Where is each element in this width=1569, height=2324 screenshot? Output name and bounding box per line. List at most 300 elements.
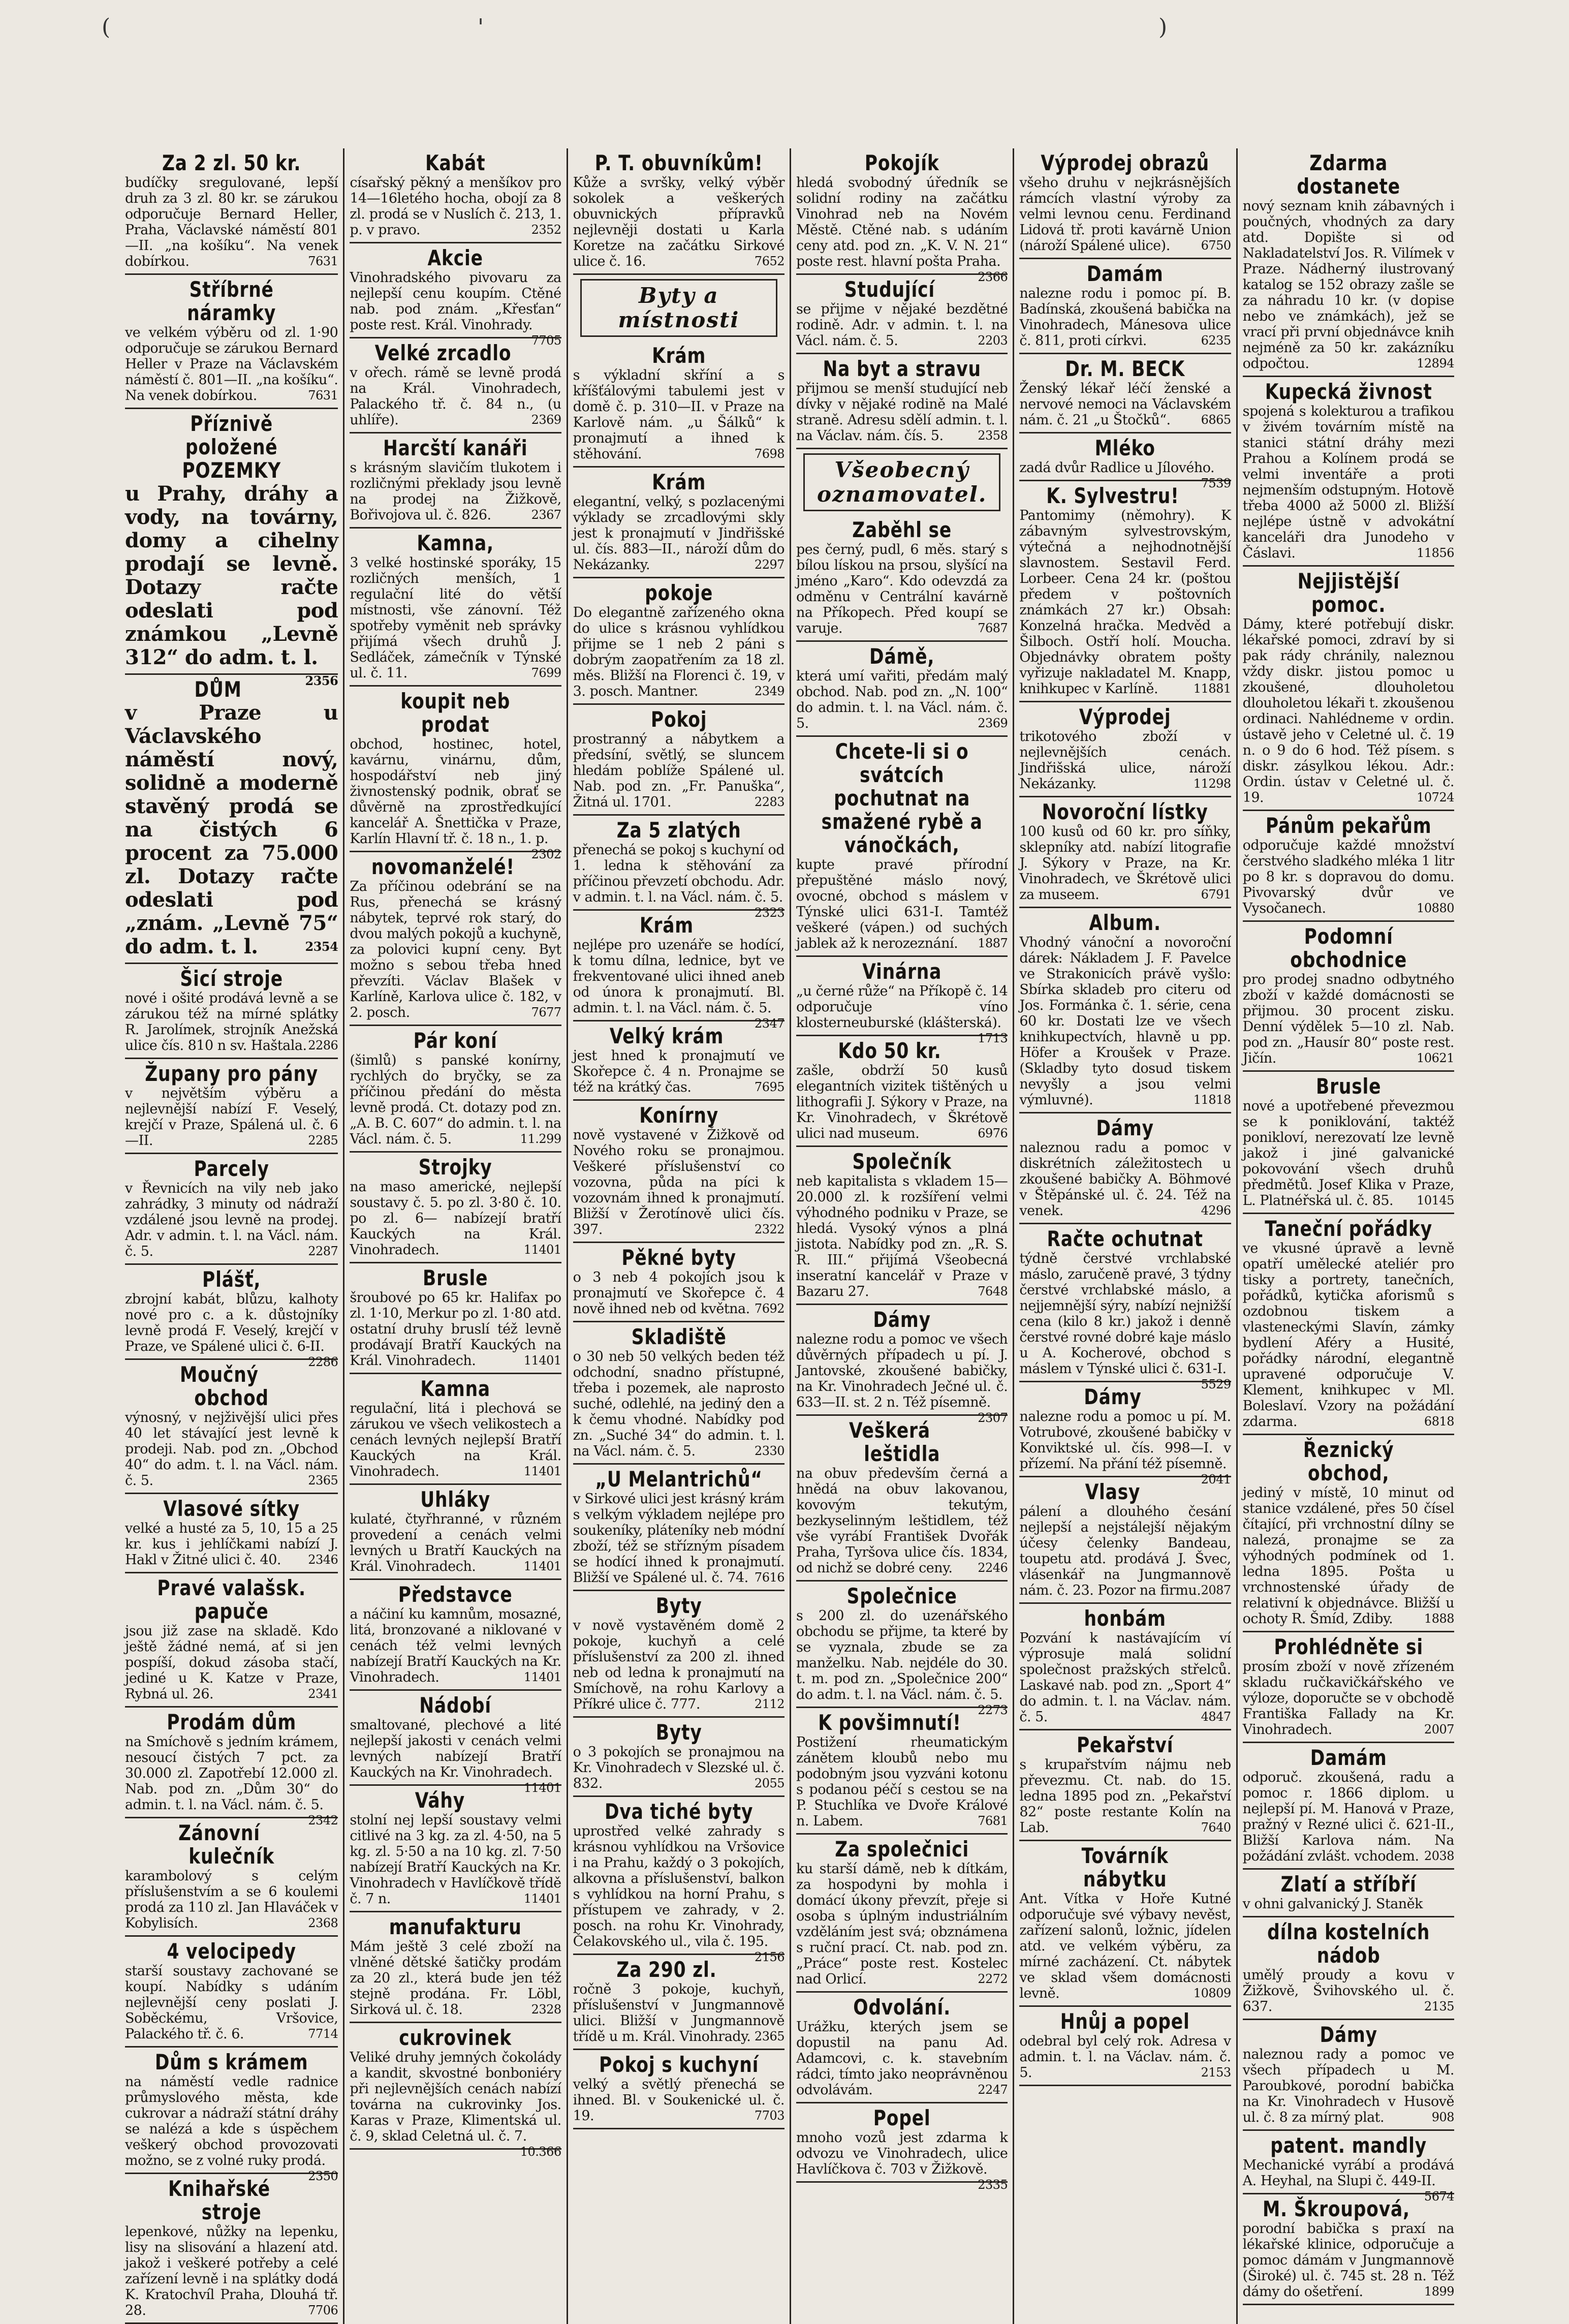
ad-number: 7631 xyxy=(308,254,338,268)
ad-text: porodní babička s praxí na lékařské klinice, odporučuje a pomoc dámám v Jungmannově (Široké) ul. č. 745 st. 28 n. Též dámy do ošetření. xyxy=(1242,2221,1454,2300)
ad-title: Brusle xyxy=(423,1265,488,1290)
ad-body xyxy=(1243,972,1454,1066)
classified-ad xyxy=(1243,377,1454,567)
ad-title: pokoje xyxy=(644,580,713,605)
ad-text: lepenkové, nůžky na lepenku, lisy na slisování a hlazení atd. jakož i veškeré potřeby a celé zařízení levně i na splátky dodá K. Kratochvíl Praha, Dlouhá tř. 28. xyxy=(125,2224,338,2318)
page-mark-right: ) xyxy=(1158,14,1168,40)
ad-text: neb kapitalista s vkladem 15—20.000 zl. k rozšíření velmi výhodného podniku v Praze, se hledá. Vysoký výnos a plná jistota. Nabídky pod zn. „R. S. R. III.“ přijímá Všeobecná inseratní kancelář v Praze v Bazaru 27. xyxy=(796,1173,1008,1299)
ad-text: v ořech. rámě se levně prodá na Král. Vinohradech, Palackého tř. č. 84 n., (u uhlíře). xyxy=(350,365,561,428)
ad-number: 2156 xyxy=(754,1950,784,1964)
ad-number: 2350 xyxy=(308,2169,338,2183)
classified-ad xyxy=(125,1265,338,1369)
classified-ad xyxy=(573,2050,784,2129)
ad-number: 2365 xyxy=(308,1473,338,1488)
ad-number: 1887 xyxy=(978,936,1008,950)
ad-body xyxy=(1019,824,1231,903)
ad-number: 10621 xyxy=(1417,1051,1454,1065)
ad-number: 2354 xyxy=(305,939,338,954)
ad-number: 6818 xyxy=(1424,1414,1454,1429)
ad-text: zadá dvůr Radlice u Jílového. xyxy=(1019,460,1215,476)
ad-body xyxy=(350,1401,561,1479)
classified-ad xyxy=(796,1993,1008,2103)
ad-title: Vinárna xyxy=(862,959,942,984)
ad-body xyxy=(125,1623,338,1702)
ad-title: Kamna, xyxy=(417,531,494,555)
section-heading: Byty a místnosti xyxy=(580,279,777,337)
ad-text: výnosný, v nejživější ulici přes 40 let stávající jest levně k prodeji. Nab. pod zn. „Obchod 40“ do adm. t. l. na Václ. nám. č. 5. xyxy=(125,1410,338,1489)
ad-text: velký a světlý přenechá se ihned. Bl. v Soukenické ul. č. 19. xyxy=(573,2077,784,2124)
ad-body xyxy=(796,1861,1008,1987)
ad-number: 2041 xyxy=(1201,1472,1231,1486)
ad-number: 12894 xyxy=(1417,356,1454,370)
ad-text: nové a upotřebené převezmou se k poniklování, taktéž ponikloví, nerezovatí lze levně jakož i jiné galvanické pokovování všech druhů předmětů. Josef Klika v Praze, L. Platnéřská ul. č. 85. xyxy=(1242,1098,1454,1209)
classified-ad xyxy=(1019,1224,1231,1391)
ad-number: 7652 xyxy=(754,254,784,268)
ad-title: Dámy xyxy=(1320,2022,1377,2047)
classified-ad xyxy=(350,1263,561,1374)
ad-title: Pokojík xyxy=(864,150,939,175)
ad-title: Studující xyxy=(844,277,935,302)
classified-ad xyxy=(796,642,1008,737)
ad-body xyxy=(350,555,561,681)
ad-title: Za 290 zl. xyxy=(616,1957,717,1982)
classified-ad xyxy=(350,338,561,433)
classified-ad xyxy=(1243,1632,1454,1743)
ad-body xyxy=(573,1744,784,1791)
ad-body xyxy=(1243,2221,1454,2300)
classified-ad xyxy=(573,1243,784,1322)
ad-number: 2153 xyxy=(1201,2065,1231,2080)
classified-ad xyxy=(125,1360,338,1494)
ad-text: která umí vařiti, předám malý obchod. Nab. pod zn. „N. 100“ do admin. t. l. na Václ. nám. č. 5. xyxy=(796,668,1008,731)
classified-ad xyxy=(1019,1841,1231,2007)
ad-text: nalezne rodu a pomoc ve všech důvěrných případech u pí. J. Jantovské, zkoušené babičky, na Kr. Vinohradech Ječné ul. č. 633—II. st. 2 n. Též písemně. xyxy=(796,1331,1008,1410)
ad-number: 2307 xyxy=(978,1411,1008,1425)
ad-text: karambolový s celým příslušenstvím a se 6 koulemi prodá za 110 zl. Jan Hlaváček v Kobylisích. xyxy=(125,1868,338,1931)
ad-text: s krupařstvím nájmu neb převezmu. Ct. nab. do 15. ledna 1895 pod zn. „Pekařství 82“ poste restante Kolín na Lab. xyxy=(1019,1757,1231,1836)
ad-text: 3 velké hostinské sporáky, 15 rozličných menších, 1 regulační lité do větší místnosti, vše zánovní. Též spotřeby vyměnit neb správky přijímá všech druhů J. Sedláček, zámečník v Týnské ul. č. 11. xyxy=(350,555,561,681)
classified-ad xyxy=(1243,567,1454,811)
ad-text: o 3 pokojích se pronajmou na Kr. Vinohradech v Slezské ul. č. 832. xyxy=(573,1744,784,1791)
ad-body xyxy=(573,175,784,269)
ad-title: Račte ochutnat xyxy=(1047,1226,1204,1251)
ad-number: 6235 xyxy=(1201,333,1231,348)
column-5 xyxy=(1013,148,1236,2324)
ad-body xyxy=(125,2224,338,2318)
classified-ad xyxy=(125,1494,338,1573)
ad-number: 5529 xyxy=(1201,1377,1231,1391)
ad-title: patent. mandly xyxy=(1270,2133,1427,2158)
classified-ad xyxy=(125,2048,338,2183)
ad-title: K povšimnutí! xyxy=(818,1710,961,1735)
classified-ad xyxy=(125,675,338,964)
ad-body xyxy=(796,1331,1008,1425)
ad-number: 11401 xyxy=(523,1559,561,1573)
classified-ad xyxy=(796,1416,1008,1582)
ad-title: Dva tiché byty xyxy=(604,1799,753,1824)
ad-body xyxy=(125,1734,338,1827)
page-mark-left: ( xyxy=(102,14,111,40)
ad-number: 10809 xyxy=(1193,1986,1231,2000)
ad-number: 7692 xyxy=(754,1302,784,1316)
ad-body xyxy=(573,2077,784,2124)
classified-ad xyxy=(1019,433,1231,490)
ad-text: na Smíchově s jedním krámem, nesoucí čistých 7 pct. za 30.000 zl. Zapotřebí 12.000 zl. Nab. pod zn. „Dům 30“ do admin. t. l. na Václ. nám. č. 5. xyxy=(125,1734,338,1813)
ad-body xyxy=(125,1086,338,1149)
ad-number: 2038 xyxy=(1424,1849,1454,1863)
classified-ad xyxy=(1243,1072,1454,1214)
ad-title: Damám xyxy=(1087,261,1164,286)
ad-title: Prodám dům xyxy=(167,1710,297,1734)
classified-ad xyxy=(350,148,561,243)
classified-ad xyxy=(1019,1382,1231,1486)
ad-text: hledá svobodný úředník se solidní rodiny na začátku Vinohrad neb na Novém Městě. Ctěné nab. s udáním ceny atd. pod zn. „K. V. N. 21“ poste rest. hlavní pošta Praha. xyxy=(796,175,1008,269)
ad-body xyxy=(1243,1241,1454,1430)
ad-body xyxy=(1243,1896,1454,1912)
classified-ad xyxy=(350,243,561,348)
ad-body xyxy=(796,1466,1008,1576)
ad-body xyxy=(350,1290,561,1369)
ad-number: 2272 xyxy=(978,1972,1008,1986)
ad-text: spojená s kolekturou a trafikou v živém továrním místě na stanici státní dráhy mezi Prahou a Kolínem prodá se velmi inventáře a proti nejmenším odstupným. Hotově třeba 4000 až 5000 zl. Bližší nejlépe ústně v advokátní kanceláři dra Junodeho v Čáslavi. xyxy=(1242,404,1454,561)
ad-title: „U Melantrichů“ xyxy=(595,1467,763,1492)
ad-number: 7677 xyxy=(531,1005,561,1019)
classified-ad xyxy=(1243,1214,1454,1435)
ad-title: Župany pro pány xyxy=(145,1061,319,1086)
classified-ad xyxy=(350,1912,561,2023)
ad-text: všeho druhu v nejkrásnějších rámcích vlastní výroby za velmi levnou cenu. Ferdinand Lidová tř. proti kavárně Union (nároží Spálené ulice). xyxy=(1019,175,1231,254)
ad-text: nově vystavené v Žižkově od Nového roku se pronajmou. Veškeré příslušenství co vozovna, půda na píci k vozovnám ihned k pronajmutí. Bližší v Žerotínově ulici čís. 397. xyxy=(573,1127,784,1237)
ad-number: 11401 xyxy=(523,1353,561,1368)
ad-body xyxy=(1243,1659,1454,1738)
ad-number: 2369 xyxy=(978,716,1008,730)
ad-number: 2297 xyxy=(754,557,784,572)
ad-text: v Praze u Václavského náměstí nový, solidně a moderně stavěný prodá se na čistých 6 procent za 75.000 zl. Dotazy račte odeslati pod „znám. „Levně 75“ do adm. t. l. xyxy=(125,701,338,958)
ad-text: uprostřed velké zahrady s krásnou vyhlídkou na Vršovice i na Prahu, každý o 3 pokojích, alkovna a příslušenství, balkon s vyhlídkou na horní Prahu, s přístupem ve zahrady, v 2. posch. na rohu Kr. Vinohrady, Čelakovského ul., vila č. 195. xyxy=(573,1823,784,1949)
classified-ad xyxy=(796,1305,1008,1425)
ad-body xyxy=(350,1812,561,1907)
ad-number: 11401 xyxy=(523,1781,561,1795)
ad-number: 2365 xyxy=(754,2029,784,2043)
ad-text: obchod, hostinec, hotel, kavárnu, vinárnu, dům, hospodářství neb jiný živnostenský podnik, obrať se důvěrně na zprostředkující kancelář A. Šnettička v Praze, Karlín Hlavní tř. č. 18 n., 1. p. xyxy=(350,736,561,847)
classified-ad xyxy=(350,1580,561,1691)
ad-body xyxy=(1019,1504,1231,1598)
ad-title: Vlasové sítky xyxy=(163,1496,300,1521)
ad-text: (šimlů) s panské konírny, rychlých do bryčky, se za příčinou předání do města levně prodá. Ct. dotazy pod zn. „A. B. C. 607“ do admin. t. l. na Václ. nám. č. 5. xyxy=(350,1052,561,1147)
classified-ad xyxy=(573,1021,784,1101)
ad-number: 2367 xyxy=(531,508,561,522)
column-6 xyxy=(1236,148,1459,2324)
ad-text: Veliké druhy jemných čokolády a kandit, skvostné bonboniéry při nejlevnějších cenách nabízí továrna na cukrovinky Jos. Karas v Praze, Klimentská ul. č. 9, sklad Celetná ul. č. 7. xyxy=(350,2050,561,2144)
classified-ad xyxy=(1019,1477,1231,1604)
ad-body xyxy=(1019,286,1231,349)
ad-text: císařský pěkný a menšíkov pro 14—16letého hocha, obojí za 8 zl. prodá se v Nuslích č. 213, 1. p. v pravo. xyxy=(350,175,561,238)
classified-ad xyxy=(125,964,338,1059)
ad-number: 2087 xyxy=(1201,1583,1231,1597)
ad-number: 2347 xyxy=(754,1016,784,1031)
classified-ad xyxy=(1019,702,1231,797)
ad-text: Pantomimy (němohry). K zábavným sylvestrovským, výtečná a nejhodnotnější slavnostem. Sestavil Ferd. Lorbeer. Cena 24 kr. (poštou předem v poštovních známkách 27 kr.) Obsah: Konzelná hračka. Medvěd a Šilboch. Ostří holí. Moucha. Objednávky obratem pošty vyřizuje nakladatel M. Knapp, knihkupec v Karlíně. xyxy=(1019,508,1231,697)
ad-body xyxy=(1019,2033,1231,2081)
ad-number: 11401 xyxy=(523,1892,561,1906)
ad-number: 2273 xyxy=(978,1703,1008,1717)
ad-number: 2285 xyxy=(308,1133,338,1148)
ad-body xyxy=(350,879,561,1020)
ad-title: Harcští kanáři xyxy=(383,436,528,460)
ad-title: Řeznický obchod, xyxy=(1303,1437,1394,1485)
ad-number: 2302 xyxy=(531,847,561,861)
ad-body xyxy=(573,1823,784,1964)
ad-title: 4 velocipedy xyxy=(167,1939,296,1964)
ad-title: Knihařské stroje xyxy=(168,2176,270,2224)
ad-body xyxy=(573,1349,784,1459)
ad-text: s 200 zl. do uzenářského obchodu se přijme, ta které by se vyznala, zbude se za manželku. Nab. nejdéle do 30. t. m. pod zn. „Společnice 200“ do adm. t. l. na Václ. nám. č. 5. xyxy=(796,1608,1008,1702)
ad-text: ve vkusné úpravě a levně opatří umělecké ateliér pro tisky a portrety, tanečních, pořádků, kytička aforismů s ozdobnou tiskem a vlasteneckými Slavín, zámky bydlení Aféry a Husité, pořádky národní, elegantně upravené odporučuje V. Klement, knihkupec v Ml. Boleslaví. Vzory na požádání zdarma. xyxy=(1242,1241,1454,1430)
ad-body xyxy=(125,2074,338,2183)
ad-title: dílna kostelních nádob xyxy=(1267,1919,1430,1968)
ad-text: kulaté, čtyřhranné, v různém provedení a cenách velmi levných u Bratří Kauckých na Král. Vinohradech. xyxy=(350,1511,561,1574)
ad-body xyxy=(796,2130,1008,2192)
classified-ad xyxy=(573,911,784,1031)
ad-text: na obuv především černá a hnědá na obuv lakovanou, kovovým tekutým, bezkyselinným leštidlem, též vše vyrábí František Dvořák Praha, Tyršova ulice čís. 1834, od nichž se dobré ceny. xyxy=(796,1466,1008,1576)
ad-title: Parcely xyxy=(194,1156,269,1181)
ad-text: trikotového zboží v nejlevnějších cenách. Jindřišská ulice, nároží Nekázanky. xyxy=(1019,729,1231,792)
ad-text: a náčiní ku kamnům, mosazné, litá, bronzované a niklované v cenách též velmi levných nabízejí Bratří Kauckých na Kr. Vinohradech. xyxy=(350,1606,561,1685)
classified-ad xyxy=(573,341,784,468)
ad-title: Velké zrcadlo xyxy=(374,340,512,365)
ad-text: v nově vystavěném domě 2 pokoje, kuchyň a celé příslušenství za 200 zl. ihned neb od ledna k pronajmutí na Smíchově, na rohu Karlovy a Příkré ulice č. 777. xyxy=(573,1618,784,1712)
ad-text: elegantní, velký, s pozlacenými výklady se zrcadlovými skly jest k pronajmutí v Jindřišské ul. čís. 883—II., nároží dům do Nekázanky. xyxy=(573,494,784,573)
ad-body xyxy=(796,542,1008,636)
ad-body xyxy=(796,2019,1008,2098)
classified-ad xyxy=(125,2174,338,2324)
classified-ad xyxy=(125,409,338,688)
ad-title: Dámě, xyxy=(869,644,935,669)
ad-text: ve velkém výběru od zl. 1·90 odporučuje se zárukou Bernard Heller v Praze na Václavském náměstí č. 801—II. „na košíku“. Na venek dobírkou. xyxy=(125,325,338,404)
ad-title: Strojky xyxy=(419,1155,492,1180)
classified-ad xyxy=(573,1322,784,1465)
ad-title: Společnice xyxy=(846,1584,957,1608)
classified-ad xyxy=(1019,481,1231,702)
ad-body xyxy=(350,270,561,348)
ad-body xyxy=(125,1291,338,1369)
ad-title: Damám xyxy=(1310,1745,1387,1770)
ad-body xyxy=(1243,616,1454,805)
ad-title: Výprodej xyxy=(1079,704,1171,729)
ad-text: zbrojní kabát, blůzu, kalhoty nové pro c. a k. důstojníky levně prodá F. Veselý, krejčí v Praze, ve Spálené ulici č. 6-II. xyxy=(125,1291,338,1354)
ad-title: Pokoj s kuchyní xyxy=(599,2052,759,2077)
ad-body xyxy=(1019,175,1231,254)
ad-number: 2346 xyxy=(308,1553,338,1567)
classified-ad xyxy=(796,957,1008,1045)
ad-number: 2112 xyxy=(754,1697,784,1711)
ad-number: 2369 xyxy=(531,413,561,427)
ad-number: 2286 xyxy=(308,1355,338,1369)
ad-number: 11401 xyxy=(523,1243,561,1257)
ad-body xyxy=(350,175,561,238)
classified-ad xyxy=(796,354,1008,449)
ad-number: 2335 xyxy=(978,2178,1008,2192)
ad-text: mnoho vozů jest zdarma k odvozu ve Vinohradech, ulice Havlíčkova č. 703 v Žižkově. xyxy=(796,2130,1008,2177)
ad-body xyxy=(796,1608,1008,1717)
ad-title: Pánům pekařům xyxy=(1265,813,1432,838)
ad-number: 2286 xyxy=(308,1038,338,1052)
ad-number: 2203 xyxy=(978,333,1008,348)
classified-ad xyxy=(125,1059,338,1154)
ad-body xyxy=(573,1048,784,1095)
ad-text: pálení a dlouhého česání nejlepší a nejstálejší nějakým účesy čelenky Bandeau, toupetu atd. prodává J. Švec, vlásenkář na Jungmannově nám. č. 23. Pozor na firmu. xyxy=(1019,1504,1231,1598)
classified-ad xyxy=(796,148,1008,284)
ad-text: v Řevnicích na vily neb jako zahrádky, 3 minuty od nádraží vzdálené jsou levně na prodej. Adr. v admin. t. l. na Václ. nám. č. 5. xyxy=(125,1181,338,1259)
ad-text: regulační, litá i plechová se zárukou ve všech velikostech a cenách levných nejlepší Bratří Kauckých na Král. Vinohradech. xyxy=(350,1401,561,1479)
ad-body xyxy=(1019,1891,1231,2001)
ad-number: 4296 xyxy=(1201,1203,1231,1218)
ad-title: Společník xyxy=(852,1149,952,1174)
ad-body xyxy=(573,731,784,810)
classified-ad xyxy=(573,1101,784,1243)
classified-ad xyxy=(573,1797,784,1964)
ad-text: přenechá se pokoj s kuchyní od 1. ledna k stěhování za příčinou převzetí obchodu. Adr. v admin. t. l. na Václ. nám. č. 5. xyxy=(573,842,784,905)
classified-ad xyxy=(573,816,784,920)
ad-text: stolní nej lepší soustavy velmi citlivé na 3 kg. za zl. 4·50, na 5 kg. zl. 5·50 a na 10 kg. zl. 7·50 nabízejí Bratří Kauckých na Kr. Vinohradech v Havlíčkově třídě č. 7 n. xyxy=(350,1812,561,1907)
ad-body xyxy=(573,1981,784,2044)
ad-body xyxy=(1019,729,1231,792)
ad-text: naleznou rady a pomoc ve všech případech u M. Paroubkové, porodní babička na Kr. Vinohradech v Husově ul. č. 8 za mírný plat. xyxy=(1242,2047,1454,2125)
ad-number: 2283 xyxy=(754,795,784,809)
section-heading: Všeobecný oznamovatel. xyxy=(803,453,1000,511)
ad-body xyxy=(796,857,1008,951)
ad-body xyxy=(350,736,561,861)
ad-text: jest hned k pronajmutí ve Skořepce č. 4 n. Pronajme se též na krátký čas. xyxy=(573,1048,784,1095)
ad-text: v ohni galvanický J. Staněk xyxy=(1242,1896,1423,1912)
classified-ad xyxy=(350,1485,561,1580)
ad-number: 7640 xyxy=(1201,1820,1231,1835)
ad-title: Pěkné byty xyxy=(621,1245,736,1270)
column-3 xyxy=(567,148,790,2324)
ad-text: v největším výběru a nejlevnější nabízí F. Veselý, krejčí v Praze, Spálená ul. č. 6—II. xyxy=(125,1086,338,1149)
classified-ad xyxy=(125,1154,338,1265)
ad-title: Konírny xyxy=(639,1103,718,1128)
ad-text: budíčky sregulované, lepší druh za 3 zl. 80 kr. se zárukou odporučuje Bernard Heller, Praha, Václavské náměstí 801—II. „na košíku“. Na venek dobírkou. xyxy=(125,175,338,269)
ad-title: Novoroční lístky xyxy=(1042,799,1208,824)
ad-number: 2349 xyxy=(754,684,784,698)
column-1 xyxy=(120,148,343,2324)
ad-title: honbám xyxy=(1084,1606,1167,1631)
classified-ad xyxy=(1019,148,1231,259)
ad-title: Zaběhl se xyxy=(852,517,952,542)
ad-body xyxy=(350,1717,561,1795)
ad-number: 2341 xyxy=(308,1687,338,1701)
ad-body xyxy=(1019,1757,1231,1836)
ad-number: 7616 xyxy=(754,1570,784,1585)
ad-text: v Sirkové ulici jest krásný krám s velkým výkladem nejlépe pro soukeníky, pláteníky neb módní zboží, též se střízným písadem se hodící ihned k pronajmutí. Bližší ve Spálené ul. č. 74. xyxy=(573,1491,785,1586)
ad-number: 10724 xyxy=(1417,790,1454,804)
ad-body xyxy=(1019,508,1231,697)
ad-title: Velký krám xyxy=(609,1024,724,1048)
ad-body xyxy=(350,460,561,523)
classified-ad xyxy=(1243,922,1454,1072)
ad-number: 2323 xyxy=(754,906,784,920)
ad-number: 6865 xyxy=(1201,413,1231,427)
ad-body xyxy=(573,1269,784,1317)
ad-title: Krám xyxy=(639,913,694,938)
ad-title: Zánovní kulečník xyxy=(178,1820,275,1869)
ad-title: Veškerá leštidla xyxy=(849,1418,940,1466)
ad-body xyxy=(125,990,338,1053)
classified-ad xyxy=(125,1573,338,1708)
ad-title: P. T. obuvníkům! xyxy=(594,150,763,175)
classified-ad xyxy=(350,1153,561,1263)
ad-text: pro prodej snadno odbytného zboží v každé domácnosti se přijmou. 30 procent zisku. Denní výdělek 5—10 zl. Nab. pod zn. „Hausír 80“ poste rest. Jičín. xyxy=(1242,972,1454,1066)
classified-ad xyxy=(796,2103,1008,2192)
ad-text: velké a husté za 5, 10, 15 a 25 kr. kus i jehlíčkami nabízí J. Hakl v Žitné ulici č. 40. xyxy=(125,1521,338,1568)
ad-text: jediný v místě, 10 minut od stanice vzdálené, přes 50 čísel čítající, při vrchnostní dílny se nalezá, pronajme se za výhodných podmínek od 1. ledna 1895. Pošta u vrchnostenské úřady de relativní k objednávce. Bližší u ochoty R. Šmíd, Zdiby. xyxy=(1242,1485,1454,1627)
classified-ad xyxy=(125,148,338,275)
ad-text: Vinohradského pivovaru za nejlepší cenu koupím. Ctěné nab. pod znám. „Křesťan“ poste rest. Král. Vinohrady. xyxy=(350,270,561,333)
ad-text: Kůže a svršky, velký výběr sokolek a veškerých obuvnických přípravků nejlevněji dostati u Karla Koretze na začátku Sirkové ulice č. 16. xyxy=(573,175,784,269)
ad-body xyxy=(1019,935,1231,1108)
ad-number: 10.366 xyxy=(520,2145,561,2159)
ad-text: nalezne rodu a pomoc u pí. M. Votrubové, zkoušené babičky v Konviktské ul. čís. 998—I. v přízemí. Na přání též písemně. xyxy=(1019,1409,1231,1472)
ad-number: 7706 xyxy=(308,2303,338,2317)
classified-ad xyxy=(796,275,1008,354)
ad-title: Kdo 50 kr. xyxy=(838,1038,942,1063)
ad-number: 2135 xyxy=(1424,1999,1454,2013)
ad-number: 2356 xyxy=(305,673,338,688)
classified-ad xyxy=(350,529,561,687)
ad-number: 2328 xyxy=(531,2002,561,2017)
ad-text: nalezne rodu i pomoc pí. B. Badínská, zkoušená babička na Vinohradech, Mánesova ulice č. 811, proti církvi. xyxy=(1019,286,1231,349)
ad-body xyxy=(125,1868,338,1931)
ad-text: se přijme v nějaké bezdětné rodině. Adr. v admin. t. l. na Václ. nám. č. 5. xyxy=(796,301,1008,349)
ad-title: cukrovinek xyxy=(399,2025,512,2050)
ad-body xyxy=(350,2050,561,2159)
ad-body xyxy=(1019,381,1231,428)
ad-number: 7703 xyxy=(754,2109,784,2123)
ad-text: kupte pravé přírodní přepuštěné máslo nový, ovocné, obchod s máslem v Týnské ulici 631-I. Tamtéž veškeré (vápen.) od suchých jablek až k nerozeznání. xyxy=(796,857,1008,951)
ad-body xyxy=(1243,1967,1454,2015)
classified-ad xyxy=(573,148,784,275)
ad-text: odporuč. zkoušená, radu a pomoc r. 1866 diplom. u nejlepší pí. M. Hanová v Praze, pražný v Rezné ulici č. 621-II., Bližší Karlova nám. Na požádání zvlášt. vchodem. xyxy=(1242,1770,1454,1864)
ad-body xyxy=(1243,1770,1454,1864)
ad-number: 7648 xyxy=(978,1284,1008,1298)
ad-title: Kabát xyxy=(425,150,486,175)
ad-number: 11.299 xyxy=(520,1132,561,1146)
ad-title: Krám xyxy=(651,470,706,494)
ad-title: Akcie xyxy=(427,245,484,270)
ad-body xyxy=(796,668,1008,731)
ad-body xyxy=(573,1618,784,1712)
ad-title: Album. xyxy=(1089,910,1162,935)
ad-body xyxy=(573,494,784,573)
ad-text: jsou již zase na skladě. Kdo ještě žádné nemá, ať si jen pospíší, dokud zásoba stačí, jediné u K. Katze v Praze, Rybná ul. 26. xyxy=(125,1623,338,1702)
ad-body xyxy=(1019,460,1231,490)
ad-title: Stříbrné náramky xyxy=(187,277,276,325)
ad-text: o 30 neb 50 velkých beden též odchodní, snadno přístupné, třeba i pozemek, ale naprosto suché, odlehlé, na jediný den a k čemu vhodné. Nabídky pod zn. „Suché 34“ do admin. t. l. na Václ. nám. č. 5. xyxy=(573,1349,784,1459)
ad-text: s krásným slavičím tlukotem i rozličnými překlady jsou levně na prodej na Žižkově, Bořivojova ul. č. 826. xyxy=(350,460,561,523)
classified-ad xyxy=(125,1818,338,1937)
ad-title: M. Škroupová, xyxy=(1262,2196,1410,2221)
ad-text: Urážku, kterých jsem se dopustil na panu Ad. Adamcovi, c. k. stavebním rádci, tímto jako neoprávněnou odvolávám. xyxy=(796,2019,1008,2098)
classified-ad xyxy=(1243,1917,1454,2020)
classified-ad xyxy=(1019,1604,1231,1730)
classified-ad xyxy=(125,1708,338,1827)
ad-text: Postižení rheumatickým zánětem kloubů nebo mu podobným jsou vyzváni kotonu s podanou péčí s cestou se na P. Stuchlíka ve Dvoře Králové n. Labem. xyxy=(796,1734,1008,1829)
ad-title: Taneční pořádky xyxy=(1264,1216,1432,1241)
classified-ad xyxy=(796,1582,1008,1717)
ad-number: 2358 xyxy=(978,428,1008,443)
ad-number: 7681 xyxy=(978,1814,1008,1828)
